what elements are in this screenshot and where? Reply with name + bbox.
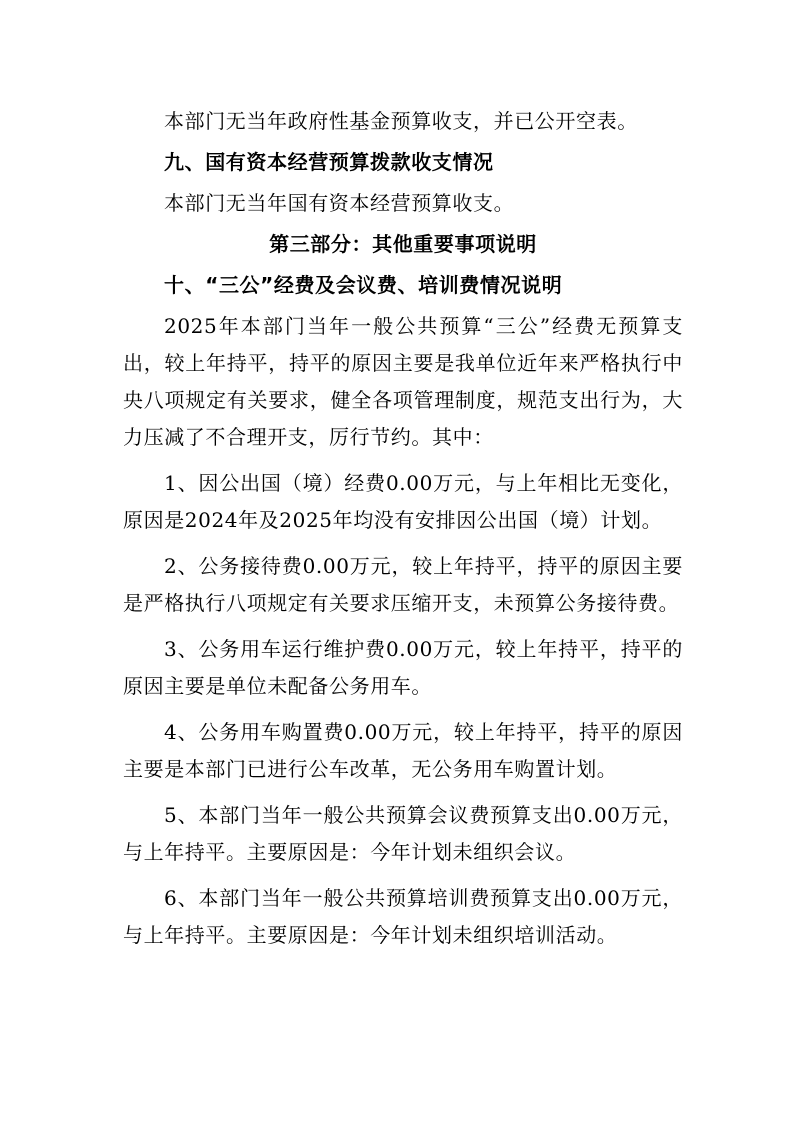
list-item-vehicle-operation: 3、公务用车运行维护费0.00万元，较上年持平，持平的原因主要是单位未配备公务用车。 [123, 637, 683, 698]
list-item-reception: 2、公务接待费0.00万元，较上年持平，持平的原因主要是严格执行八项规定有关要求压缩开支，未预算公务接待费。 [123, 554, 683, 615]
list-item-overseas-travel: 1、因公出国（境）经费0.00万元，与上年相比无变化，原因是2024年及2025年均没有安排因公出国（境）计划。 [123, 471, 683, 532]
part-three-title: 第三部分：其他重要事项说明 [269, 232, 537, 256]
list-item-training-fee: 6、本部门当年一般公共预算培训费预算支出0.00万元，与上年持平。主要原因是：今年计划未组织培训活动。 [123, 886, 683, 947]
list-item-meeting-fee: 5、本部门当年一般公共预算会议费预算支出0.00万元，与上年持平。主要原因是：今年计划未组织会议。 [123, 803, 683, 864]
paragraph-three-public-expenses: 2025年本部门当年一般公共预算“三公”经费无预算支出，较上年持平，持平的原因主要是我单位近年来严格执行中央八项规定有关要求，健全各项管理制度，规范支出行为，大力压减了不合理开支，厉行节约。其中： [123, 314, 683, 449]
paragraph-state-capital: 本部门无当年国有资本经营预算收支。 [164, 191, 515, 215]
document-body [123, 103, 683, 954]
list-item-vehicle-purchase: 4、公务用车购置费0.00万元，较上年持平，持平的原因主要是本部门已进行公车改革，无公务用车购置计划。 [123, 720, 683, 781]
paragraph-gov-fund: 本部门无当年政府性基金预算收支，并已公开空表。 [164, 109, 638, 133]
section-heading-10: 十、“三公”经费及会议费、培训费情况说明 [164, 273, 563, 297]
section-heading-9: 九、国有资本经营预算拨款收支情况 [164, 150, 494, 174]
